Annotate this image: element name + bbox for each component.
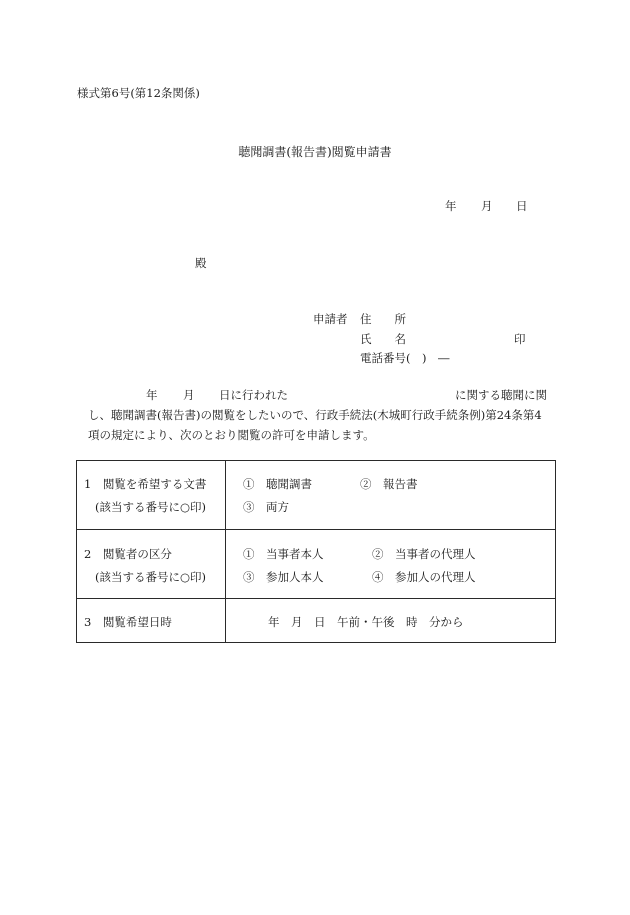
- option-participant-self[interactable]: ③ 参加人本人: [243, 570, 324, 584]
- applicant-label: 申請者: [313, 312, 348, 326]
- datetime-value-cell: [226, 599, 556, 643]
- option-both[interactable]: ③ 両方: [243, 500, 289, 514]
- date-year-label: 年: [445, 199, 457, 213]
- option-party-agent[interactable]: ② 当事者の代理人: [372, 547, 476, 561]
- date-day-label: 日: [516, 199, 528, 213]
- document-heading-cell: [77, 461, 226, 530]
- seal-mark: 印: [514, 332, 526, 346]
- datetime-value: 年 月 日 午前・午後 時 分から: [268, 615, 464, 629]
- document-title: 聴聞調書(報告書)閲覧申請書: [238, 145, 392, 159]
- viewer-options-cell: [226, 530, 556, 599]
- form-number: 様式第6号(第12条関係): [77, 86, 200, 100]
- statement-month: 月: [183, 388, 195, 402]
- option-hearing-record[interactable]: ① 聴聞調書: [243, 477, 312, 491]
- viewer-heading: 2 閲覧者の区分: [84, 547, 172, 561]
- date-month-label: 月: [481, 199, 493, 213]
- request-table: [76, 460, 556, 643]
- table-row: [77, 599, 556, 643]
- phone-label: 電話番号( ) ―: [360, 351, 450, 365]
- statement-line-2: [88, 405, 550, 425]
- option-report[interactable]: ② 報告書: [360, 477, 418, 491]
- statement-text-3: 項の規定により、次のとおり閲覧の許可を申請します。: [88, 428, 375, 442]
- name-label: 氏 名: [360, 332, 406, 346]
- option-participant-agent[interactable]: ④ 参加人の代理人: [372, 570, 476, 584]
- datetime-heading-cell: [77, 599, 226, 643]
- viewer-note: (該当する番号に○印): [95, 570, 207, 584]
- statement-text-2: し、聴聞調書(報告書)の閲覧をしたいので、行政手続法(木城町行政手続条例)第24条第4: [88, 408, 542, 422]
- statement-year: 年: [146, 388, 158, 402]
- address-label: 住 所: [360, 312, 406, 326]
- document-options-cell: [226, 461, 556, 530]
- addressee-honorific: 殿: [195, 256, 207, 270]
- statement-tail: に関する聴聞に関: [455, 388, 547, 402]
- viewer-heading-cell: [77, 530, 226, 599]
- option-party-self[interactable]: ① 当事者本人: [243, 547, 324, 561]
- statement-line-3: [88, 425, 550, 445]
- document-heading: 1 閲覧を希望する文書: [84, 477, 207, 491]
- datetime-heading: 3 閲覧希望日時: [84, 615, 172, 629]
- statement-day: 日に行われた: [219, 388, 288, 402]
- request-statement: [88, 385, 550, 445]
- table-row: [77, 530, 556, 599]
- document-note: (該当する番号に○印): [95, 500, 207, 514]
- table-row: [77, 461, 556, 530]
- statement-line-1: [88, 385, 550, 405]
